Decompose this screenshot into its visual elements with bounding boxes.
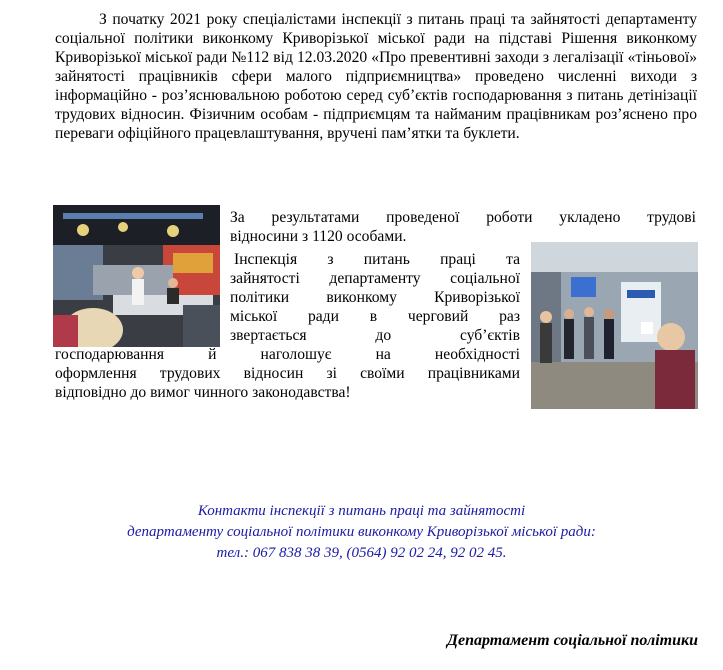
meeting-photo-right [531, 242, 698, 409]
appeal-line-3: політики виконкому Криворізької [230, 289, 520, 306]
appeal-line-7: оформлення трудових відносин зі своїми працівниками [55, 365, 520, 382]
intro-paragraph: З початку 2021 року спеціалістами інспекції з питань праці та зайнятості департаменту соціальної політики виконкому Криворізької міської ради на підставі Рішення виконкому Криворізької міської ради №112 від 12.03.2020 «Про превентивні заходи з легалізації «тіньової» зайнятості працівників сфери малого підприємництва» проведено численні виходи з інформаційно - роз’яснювальною роботою серед суб’єктів господарювання з питань детінізації трудових відносин. Фізичним особам - підприємцям та найманим працівникам роз’яснено про переваги офіційного працевлаштування, вручені пам’ятки та буклети. [55, 11, 697, 142]
appeal-line-8: відповідно до вимог чинного законодавства! [55, 384, 351, 401]
meeting-photo-left [53, 205, 220, 347]
result-line-2: відносини з 1120 особами. [230, 228, 407, 245]
contacts-phones: тел.: 067 838 38 39, (0564) 92 02 24, 92 02 45. [216, 545, 507, 561]
contacts-department: департаменту соціальної політики виконкому Криворізької міської ради: [127, 524, 596, 540]
appeal-line-6: господарювання й наголошує на необхідності [55, 346, 520, 363]
appeal-line-5: звертається до суб’єктів [230, 327, 520, 344]
appeal-line-4: міської ради в черговий раз [230, 308, 520, 325]
contacts-title: Контакти інспекції з питань праці та зайнятості [197, 503, 526, 519]
result-line-1: За результатами проведеної роботи укладено трудові [230, 209, 696, 226]
footer-signature: Департамент соціальної політики [447, 632, 698, 649]
appeal-line-1: Інспекція з питань праці та [234, 251, 520, 268]
appeal-line-2: зайнятості департаменту соціальної [230, 270, 520, 287]
